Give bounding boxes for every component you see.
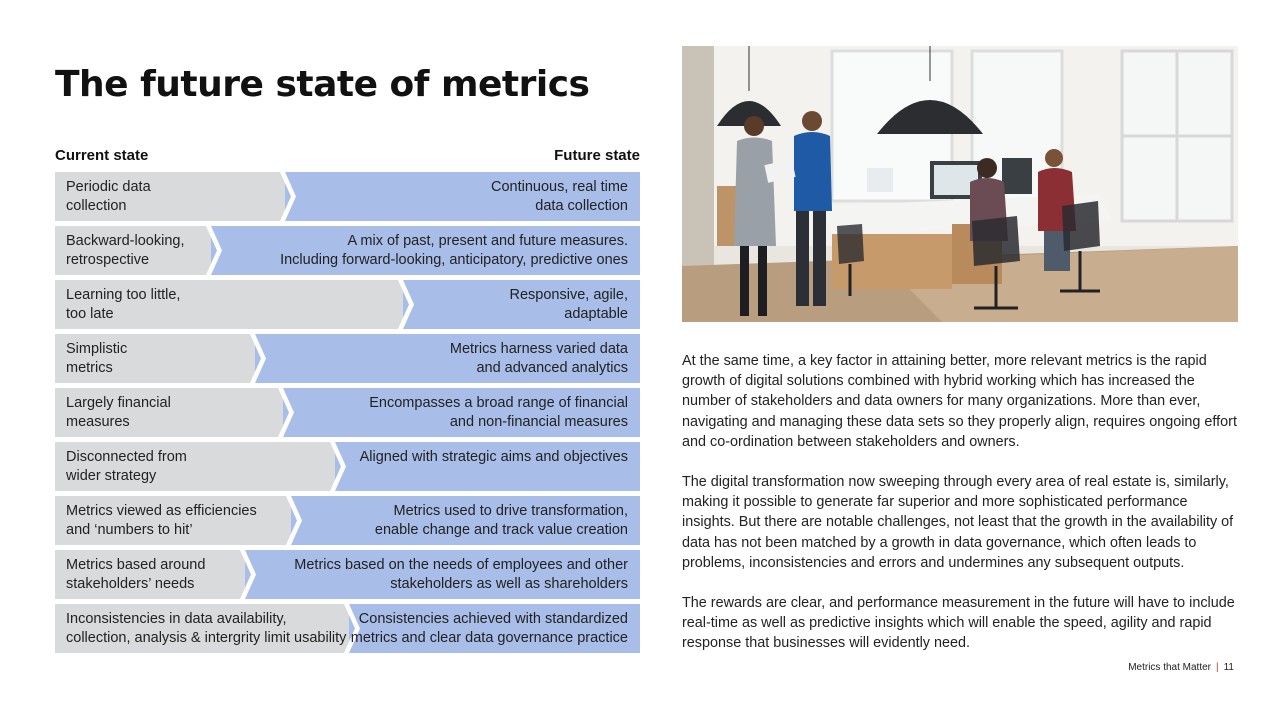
comparison-row — [55, 280, 640, 329]
comparison-row — [55, 334, 640, 383]
future-state-text: Responsive, agile, adaptable — [509, 287, 628, 322]
future-state-text: Aligned with strategic aims and objectives — [359, 449, 628, 465]
footer-separator: | — [1216, 662, 1219, 673]
current-state-text: Inconsistencies in data availability, collection, analysis & intergrity limit usability — [66, 611, 347, 646]
current-state-text: Metrics viewed as efficiencies and ‘numbers to hit’ — [66, 503, 257, 538]
comparison-table — [55, 172, 640, 658]
office-scene-illustration — [682, 46, 1238, 322]
current-state-text: Learning too little, too late — [66, 287, 181, 322]
page-number: 11 — [1223, 662, 1234, 673]
current-state-text: Largely financial measures — [66, 395, 171, 430]
body-paragraph: At the same time, a key factor in attaining better, more relevant metrics is the rapid growth of digital solutions combined with hybrid working which has increased the number of stakeholders and data owners for many organizations. More than ever, navigating and managing these data sets so they properly align, requires ongoing effort and co-ordination between stakeholders and owners. — [682, 353, 1237, 450]
future-state-text: Encompasses a broad range of financial and non-financial measures — [369, 395, 628, 430]
body-text — [682, 351, 1242, 674]
comparison-row — [55, 226, 640, 275]
future-state-text: A mix of past, present and future measures. Including forward-looking, anticipatory, predictive ones — [280, 233, 628, 268]
current-state-text: Metrics based around stakeholders’ needs — [66, 557, 206, 592]
future-state-text: Metrics harness varied data and advanced analytics — [449, 341, 628, 376]
current-state-header: Current state — [55, 147, 149, 164]
current-state-text: Simplistic metrics — [66, 341, 128, 376]
body-paragraph: The digital transformation now sweeping through every area of real estate is, similarly, making it possible to generate far superior and more sophisticated performance insights. But there are notable challenges, not least that the growth in the availability of data has not been matched by a growth in data governance, which often leads to problems, inconsistencies and errors and undermines any subsequent outputs. — [682, 474, 1234, 571]
comparison-row — [55, 550, 640, 599]
future-state-text: Continuous, real time data collection — [490, 179, 628, 214]
future-state-text: Consistencies achieved with standardized metrics and clear data governance practice — [350, 611, 628, 646]
comparison-row — [55, 604, 640, 653]
current-state-text: Disconnected from wider strategy — [66, 449, 187, 484]
current-state-text: Periodic data collection — [66, 179, 151, 214]
page-title: The future state of metrics — [55, 64, 590, 105]
body-paragraph: The rewards are clear, and performance measurement in the future will have to include real-time as well as predictive insights which will enable the speed, agility and rapid response that businesses will evidently need. — [682, 595, 1235, 652]
future-state-header: Future state — [554, 147, 640, 164]
comparison-row — [55, 388, 640, 437]
footer-label: Metrics that Matter — [1128, 662, 1211, 673]
future-state-text: Metrics based on the needs of employees and other stakeholders as well as shareholders — [294, 557, 628, 592]
current-state-text: Backward-looking, retrospective — [66, 233, 185, 268]
comparison-row — [55, 442, 640, 491]
future-state-text: Metrics used to drive transformation, enable change and track value creation — [374, 503, 628, 538]
comparison-row — [55, 172, 640, 221]
comparison-row — [55, 496, 640, 545]
office-team-photo — [682, 46, 1238, 322]
page-footer — [1128, 662, 1234, 673]
